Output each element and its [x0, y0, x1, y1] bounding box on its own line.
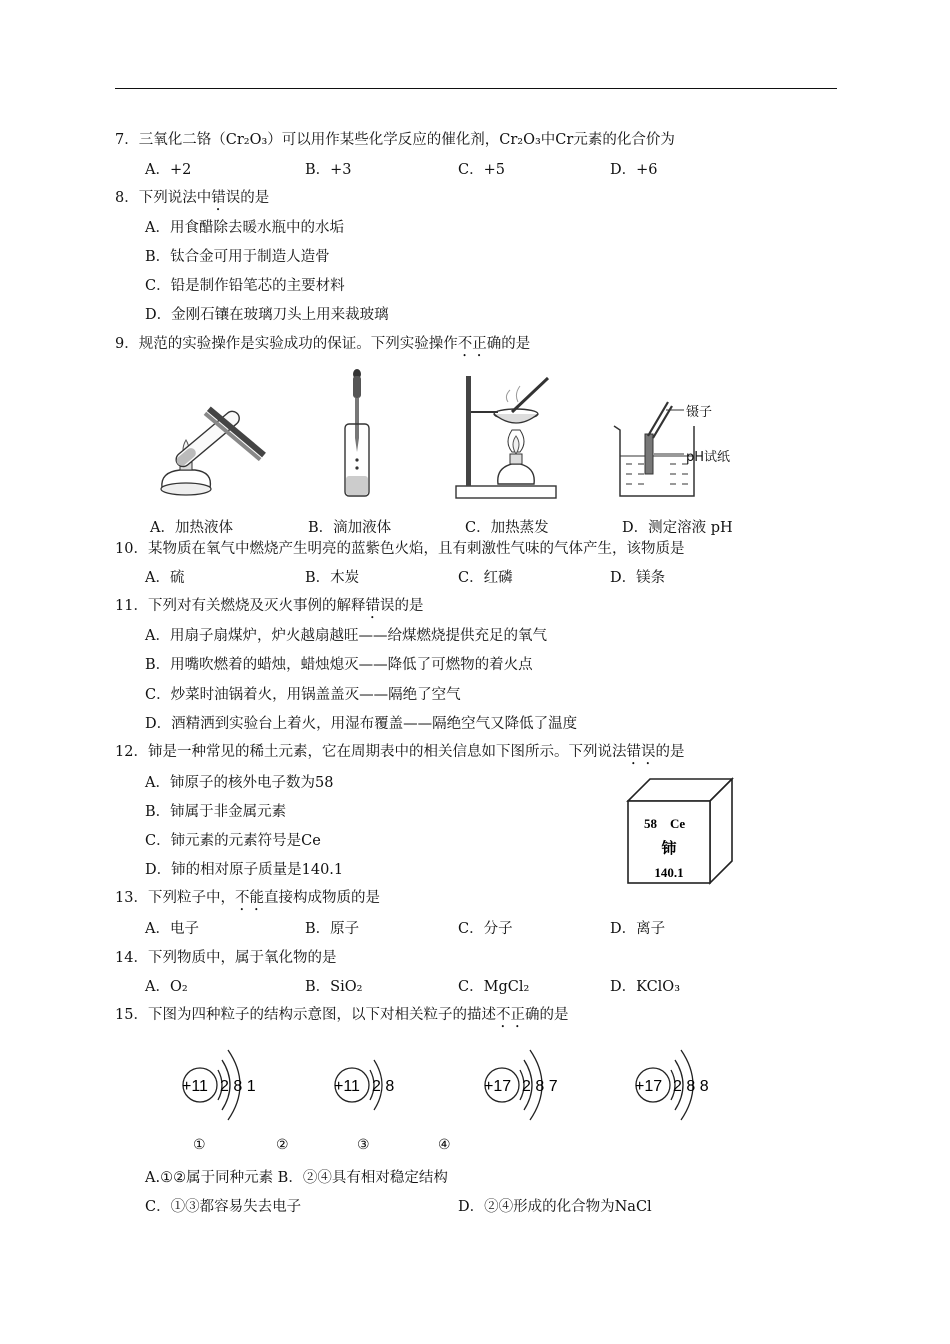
- q8-option-a[interactable]: A．用食醋除去暖水瓶中的水垢: [145, 220, 344, 236]
- q9-option-a[interactable]: A．加热液体: [150, 520, 233, 536]
- element-number: 58: [644, 816, 657, 831]
- emphasis-mark: 错: [365, 598, 380, 614]
- q14-option-b[interactable]: B．SiO₂: [305, 979, 363, 995]
- q8-option-c[interactable]: C．铅是制作铅笔芯的主要材料: [145, 278, 345, 294]
- q11-option-c[interactable]: C．炒菜时油锅着火，用锅盖盖灭——隔绝了空气: [145, 687, 461, 703]
- q15-options-a-b[interactable]: A.①②属于同种元素 B．②④具有相对稳定结构: [145, 1170, 448, 1186]
- electron-shells: 2 8 1: [220, 1078, 256, 1095]
- ph-paper-label: pH试纸: [686, 450, 731, 465]
- question-8-stem: 8．下列说法中错误的是: [115, 190, 270, 206]
- question-7-stem: 7．三氧化二铬（Cr₂O₃）可以用作某些化学反应的催化剂，Cr₂O₃中Cr元素的化合价为: [115, 132, 675, 148]
- emphasis-mark: 不正: [457, 336, 487, 352]
- dropping-liquid-figure: [335, 368, 385, 502]
- nucleus-charge: +11: [334, 1078, 360, 1095]
- nucleus-charge: +17: [635, 1078, 663, 1095]
- q14-option-d[interactable]: D．KClO₃: [610, 979, 681, 995]
- q7-option-d[interactable]: D．+6: [610, 162, 658, 178]
- q12-option-a[interactable]: A．铈原子的核外电子数为58: [145, 775, 334, 791]
- q12-option-d[interactable]: D．铈的相对原子质量是140.1: [145, 862, 344, 878]
- q13-option-d[interactable]: D．离子: [610, 921, 666, 937]
- q14-option-c[interactable]: C．MgCl₂: [458, 979, 530, 995]
- nucleus-charge: +17: [484, 1078, 512, 1095]
- q13-option-c[interactable]: C．分子: [458, 921, 513, 937]
- q12-option-c[interactable]: C．铈元素的元素符号是Ce: [145, 833, 321, 849]
- cerium-element-box: [624, 775, 736, 887]
- emphasis-mark: 错: [211, 190, 226, 206]
- electron-shells: 2 8: [372, 1078, 395, 1095]
- element-name: 铈: [661, 839, 677, 857]
- header-rule: [115, 88, 837, 89]
- question-13-stem: 13．下列粒子中，不能直接构成物质的是: [115, 890, 380, 906]
- atom-diagram-2: [330, 1046, 425, 1126]
- electron-shells: 2 8 8: [673, 1078, 709, 1095]
- q8-option-d[interactable]: D．金刚石镶在玻璃刀头上用来裁玻璃: [145, 307, 389, 323]
- question-12-stem: 12．铈是一种常见的稀土元素，它在周期表中的相关信息如下图所示。下列说法错误的是: [115, 744, 685, 760]
- q15-option-d[interactable]: D．②④形成的化合物为NaCl: [458, 1199, 652, 1215]
- nucleus-charge: +11: [182, 1078, 208, 1095]
- atom-diagram-1: [178, 1046, 273, 1126]
- q10-option-b[interactable]: B．木炭: [305, 570, 360, 586]
- q9-option-b[interactable]: B．滴加液体: [308, 520, 392, 536]
- q11-option-a[interactable]: A．用扇子扇煤炉，炉火越扇越旺——给煤燃烧提供充足的氧气: [145, 628, 547, 644]
- atom-label-4: ④: [438, 1137, 451, 1153]
- emphasis-mark: 错误: [626, 744, 656, 760]
- atom-label-3: ③: [357, 1137, 370, 1153]
- element-symbol: Ce: [670, 816, 686, 831]
- evaporation-figure: [452, 372, 562, 502]
- question-11-stem: 11．下列对有关燃烧及灭火事例的解释错误的是: [115, 598, 424, 614]
- q8-option-b[interactable]: B．钛合金可用于制造人造骨: [145, 249, 330, 265]
- atom-diagram-3: [480, 1046, 575, 1126]
- q14-option-a[interactable]: A．O₂: [145, 979, 188, 995]
- q10-option-a[interactable]: A．硫: [145, 570, 185, 586]
- q7-option-b[interactable]: B．+3: [305, 162, 352, 178]
- q10-option-d[interactable]: D．镁条: [610, 570, 666, 586]
- atom-label-2: ②: [276, 1137, 289, 1153]
- tweezers-label: 镊子: [686, 405, 713, 420]
- element-mass: 140.1: [654, 865, 684, 880]
- atom-label-1: ①: [193, 1137, 206, 1153]
- atom-diagram-4: [631, 1046, 726, 1126]
- question-15-stem: 15．下图为四种粒子的结构示意图，以下对相关粒子的描述不正确的是: [115, 1007, 569, 1023]
- q10-option-c[interactable]: C．红磷: [458, 570, 513, 586]
- q13-option-a[interactable]: A．电子: [145, 921, 199, 937]
- q7-option-a[interactable]: A．+2: [145, 162, 192, 178]
- emphasis-mark: 不能: [234, 890, 264, 906]
- q11-option-d[interactable]: D．酒精洒到实验台上着火，用湿布覆盖——隔绝空气又降低了温度: [145, 716, 578, 732]
- q9-option-c[interactable]: C．加热蒸发: [465, 520, 549, 536]
- q11-option-b[interactable]: B．用嘴吹燃着的蜡烛，蜡烛熄灭——降低了可燃物的着火点: [145, 657, 533, 673]
- emphasis-mark: 不正: [495, 1007, 525, 1023]
- q7-option-c[interactable]: C．+5: [458, 162, 505, 178]
- q9-option-d[interactable]: D．测定溶液 pH: [622, 520, 733, 536]
- electron-shells: 2 8 7: [522, 1078, 558, 1095]
- q13-option-b[interactable]: B．原子: [305, 921, 360, 937]
- question-10-stem: 10．某物质在氧气中燃烧产生明亮的蓝紫色火焰，且有刺激性气味的气体产生，该物质是: [115, 541, 685, 557]
- q12-option-b[interactable]: B．铈属于非金属元素: [145, 804, 287, 820]
- heating-liquid-figure: [150, 392, 275, 504]
- question-14-stem: 14．下列物质中，属于氧化物的是: [115, 950, 337, 966]
- q15-option-c[interactable]: C．①③都容易失去电子: [145, 1199, 302, 1215]
- question-9-stem: 9．规范的实验操作是实验成功的保证。下列实验操作不正确的是: [115, 336, 531, 352]
